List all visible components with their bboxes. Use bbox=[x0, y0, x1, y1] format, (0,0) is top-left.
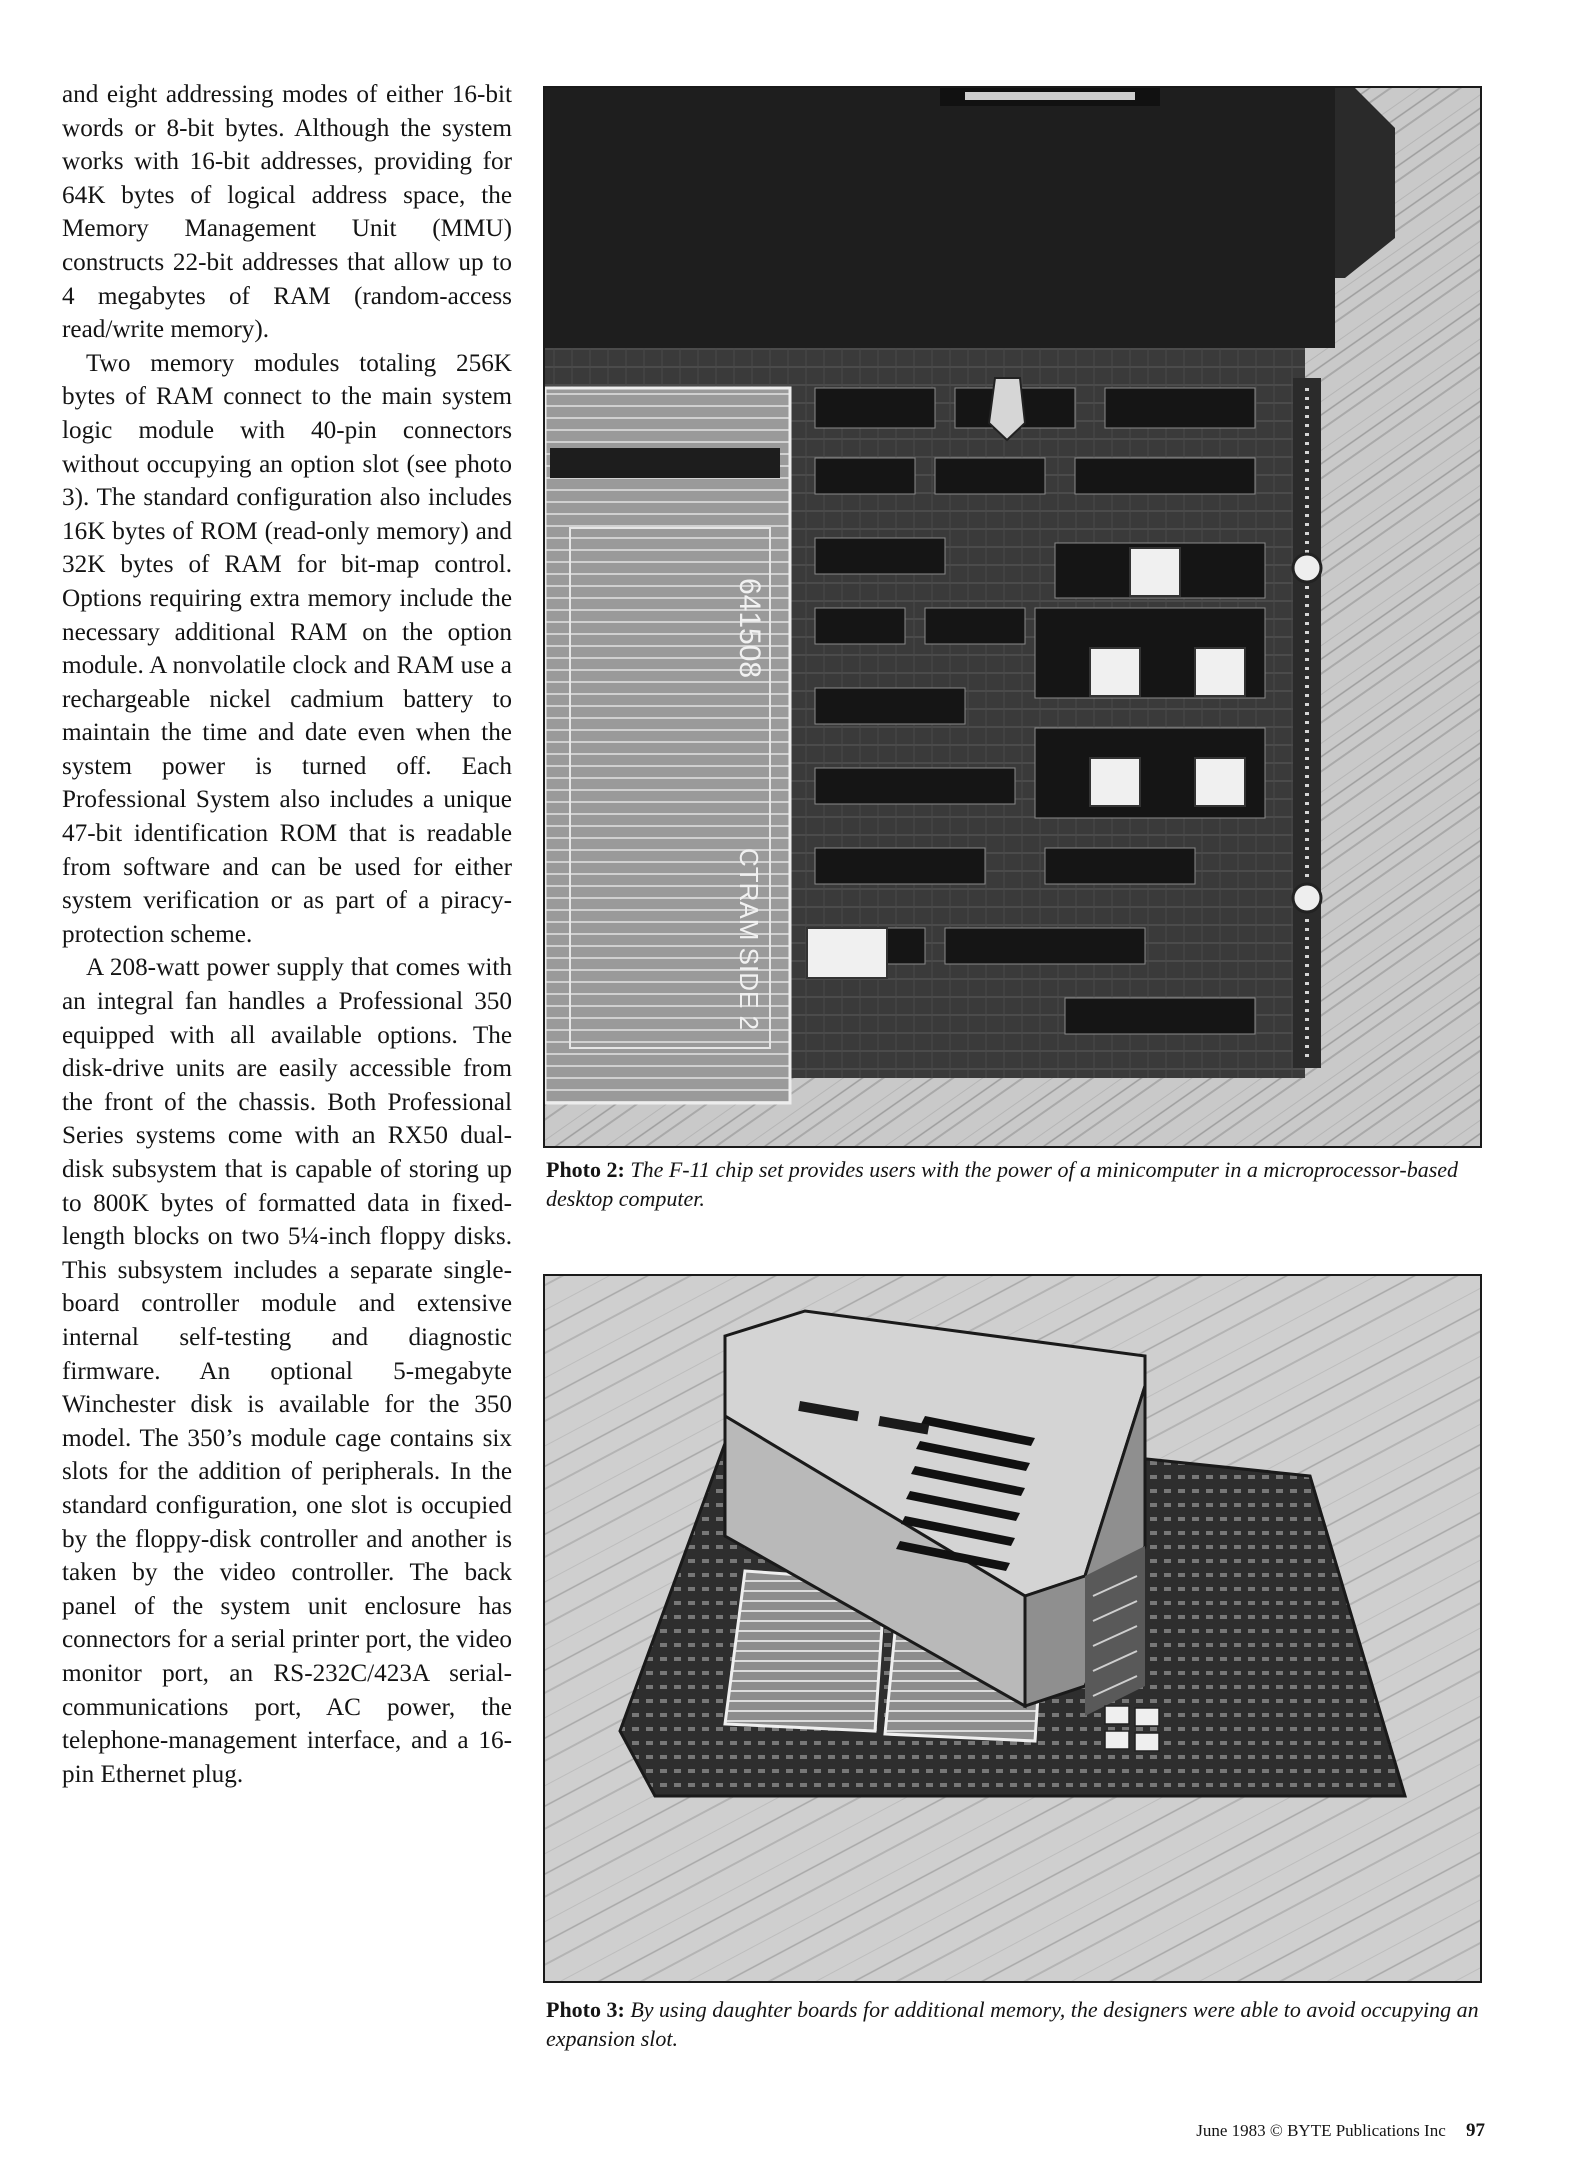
photo-3-illustration bbox=[545, 1276, 1480, 1981]
photo-2-illustration bbox=[545, 88, 1480, 1146]
page-number: 97 bbox=[1466, 2120, 1485, 2141]
photo-2-caption-label: Photo 2: bbox=[546, 1157, 625, 1182]
photo-2-caption-text: The F-11 chip set provides users with the power of a minicomputer in a microprocessor-based desktop computer. bbox=[546, 1157, 1459, 1211]
photo-3-caption-text: By using daughter boards for additional memory, the designers were able to avoid occupying an expansion slot. bbox=[546, 1997, 1479, 2051]
photo-3-caption-label: Photo 3: bbox=[546, 1997, 625, 2022]
paragraph-2: Two memory modules totaling 256K bytes of RAM connect to the main system logic module with 40-pin connectors without occupying an option slot (see photo 3). The standard configuration also includes 16K bytes of ROM (read-only memory) and 32K bytes of RAM for bit-map control. Options requiring extra memory include the necessary additional RAM on the option module. A nonvolatile clock and RAM use a rechargeable nickel cadmium battery to maintain the time and date even when the system power is turned off. Each Professional System also includes a unique 47-bit identification ROM that is readable from software and can be used for either system verification or as part of a piracy-protection scheme. bbox=[62, 349, 512, 948]
photo-2-caption bbox=[546, 1155, 1481, 1213]
photo-2-board-label-1: 641508 bbox=[733, 578, 766, 679]
footer-issue: June 1983 © BYTE Publications Inc bbox=[1196, 2121, 1446, 2140]
page-footer bbox=[1155, 2120, 1485, 2142]
photo-2-circuit-board bbox=[543, 86, 1482, 1148]
photo-3-logic-module bbox=[543, 1274, 1482, 1983]
photo-2-board-label-2: CTRAM SIDE 2 bbox=[734, 848, 764, 1031]
paragraph-3: A 208-watt power supply that comes with an integral fan handles a Professional 350 equipped with all available options. The disk-drive units are easily accessible from the front of the chassis. Both Professional Series systems come with an RX50 dual-disk subsystem that is capable of storing up to 800K bytes of formatted data in fixed-length blocks on two 5¼-inch floppy disks. This subsystem includes a separate single-board controller module and extensive internal self-testing and diagnostic firmware. An optional 5-megabyte Winchester disk is available for the 350 model. The 350’s module cage contains six slots for the addition of peripherals. In the standard configuration, one slot is occupied by the floppy-disk controller and another is taken by the video controller. The back panel of the system unit enclosure has connectors for a serial printer port, the video monitor port, an RS-232C/423A serial-communications port, AC power, the telephone-management interface, and a 16-pin Ethernet plug. bbox=[62, 954, 512, 1788]
paragraph-1: and eight addressing modes of either 16-bit words or 8-bit bytes. Although the system works with 16-bit addresses, providing for 64K bytes of logical address space, the Memory Management Unit (MMU) constructs 22-bit addresses that allow up to 4 megabytes of RAM (random-access read/write memory). bbox=[62, 81, 512, 344]
photo-3-caption bbox=[546, 1995, 1481, 2053]
body-text-column bbox=[62, 78, 512, 1791]
